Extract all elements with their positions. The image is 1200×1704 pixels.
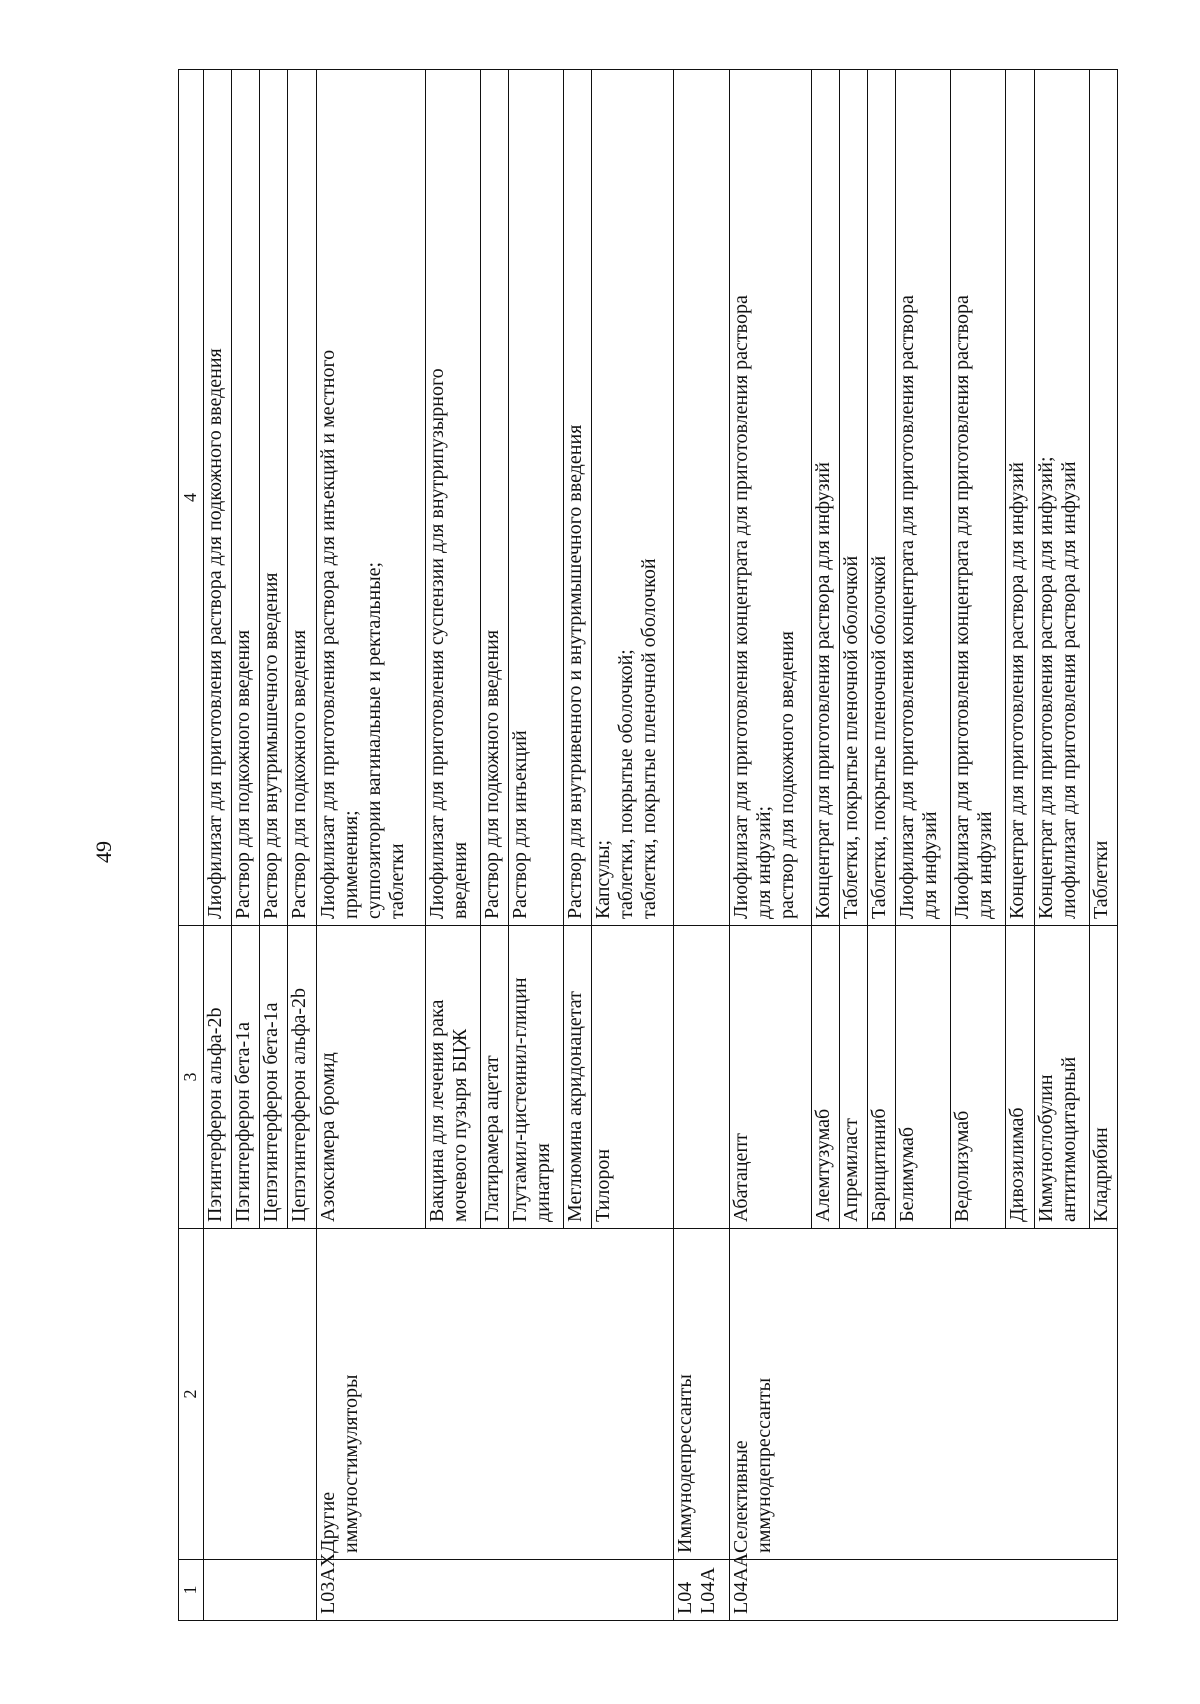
column-header: 1 (179, 1560, 204, 1621)
dosage-form-cell (425, 70, 480, 926)
dosage-form-cell (839, 70, 867, 926)
dosage-form-cell (232, 70, 260, 926)
dosage-form-cell (592, 70, 674, 926)
dosage-form-cell-line: Раствор для внутримышечного введения (260, 572, 283, 919)
dosage-form-cell-line: Раствор для подкожного введения (232, 629, 255, 919)
drug-name-cell-line: Тилорон (592, 1148, 615, 1222)
dosage-form-cell (674, 70, 729, 926)
dosage-form-cell (896, 70, 951, 926)
dosage-form-cell (316, 70, 425, 926)
dosage-form-cell (1089, 70, 1117, 926)
drug-name-cell (674, 926, 729, 1229)
group-name-cell-line: Селективные (729, 1440, 752, 1553)
group-name-cell (729, 1229, 1117, 1560)
dosage-form-cell (204, 70, 232, 926)
dosage-form-cell-line: Таблетки, покрытые пленочной оболочкой (839, 555, 862, 919)
dosage-form-cell-line: раствор для подкожного введения (775, 631, 798, 919)
dosage-form-cell-line: Лиофилизат для приготовления концентрата для приготовления раствора (951, 295, 974, 919)
drug-name-cell (564, 926, 592, 1229)
dosage-form-cell (1006, 70, 1034, 926)
dosage-form-cell-line: Таблетки, покрытые пленочной оболочкой (868, 555, 891, 919)
drug-name-cell (896, 926, 951, 1229)
dosage-form-cell-line: для инфузий (919, 811, 942, 919)
drug-name-cell (316, 926, 425, 1229)
table-row (316, 70, 425, 1621)
atc-code-cell-line: L04A (697, 1567, 720, 1614)
drug-name-cell (811, 926, 839, 1229)
dosage-form-cell (868, 70, 896, 926)
dosage-form-cell-line: Концентрат для приготовления раствора для инфузий (811, 462, 834, 919)
drug-name-cell (592, 926, 674, 1229)
dosage-form-cell-line: для инфузий; (752, 805, 775, 919)
drug-name-cell (868, 926, 896, 1229)
dosage-form-cell-line: Раствор для подкожного введения (288, 629, 311, 919)
group-name-cell (316, 1229, 674, 1560)
drug-name-cell (480, 926, 508, 1229)
drug-name-cell-line: Кладрибин (1089, 1127, 1112, 1222)
drug-name-cell (951, 926, 1006, 1229)
drug-name-cell (839, 926, 867, 1229)
atc-code-cell-line: L03AX (316, 1552, 339, 1614)
dosage-form-cell-line: для инфузий (974, 811, 997, 919)
dosage-form-cell-line: Таблетки (1089, 840, 1112, 919)
dosage-form-cell-line: Лиофилизат для приготовления концентрата для приготовления раствора (896, 295, 919, 919)
drug-name-cell-line: Цепэгинтерферон бета-1a (260, 1002, 283, 1222)
rotated-table-container (178, 69, 1118, 1621)
drug-name-cell-line: Апремиласт (839, 1118, 862, 1222)
table-row (729, 70, 811, 1621)
atc-code-cell (204, 1560, 317, 1621)
drug-registry-table (178, 69, 1118, 1621)
drug-name-cell-line: Азоксимера бромид (316, 1052, 339, 1222)
dosage-form-cell-line: применения; (339, 810, 362, 919)
atc-code-cell (316, 1552, 674, 1621)
atc-code-cell (674, 1560, 729, 1621)
column-header: 4 (179, 70, 204, 926)
drug-name-cell-line: Глутамил-цистеинил-глицин (509, 977, 532, 1222)
drug-name-cell-line: мочевого пузыря БЦЖ (448, 1028, 471, 1222)
group-name-cell (674, 1229, 729, 1560)
dosage-form-cell (811, 70, 839, 926)
drug-name-cell-line: Белимумаб (896, 1126, 919, 1222)
table-header-row (179, 70, 204, 1621)
dosage-form-cell-line: таблетки, покрытые оболочкой; (615, 649, 638, 919)
group-name-cell (204, 1229, 317, 1560)
dosage-form-cell-line: таблетки (385, 843, 408, 919)
drug-name-cell (1034, 926, 1089, 1229)
group-name-cell-line: Другие (316, 1491, 339, 1553)
table-row (204, 70, 232, 1621)
dosage-form-cell-line: Капсулы; (592, 839, 615, 919)
drug-name-cell (232, 926, 260, 1229)
drug-name-cell-line: Дивозилимаб (1006, 1107, 1029, 1222)
group-name-cell-line: Иммунодепрессанты (674, 1374, 697, 1553)
drug-name-cell-line: Ведолизумаб (951, 1110, 974, 1222)
drug-name-cell (260, 926, 288, 1229)
dosage-form-cell (729, 70, 811, 926)
drug-name-cell (204, 926, 232, 1229)
dosage-form-cell (509, 70, 564, 926)
drug-name-cell-line: Вакцина для лечения рака (425, 999, 448, 1222)
page-number: 49 (91, 841, 116, 863)
drug-name-cell (729, 926, 811, 1229)
drug-name-cell-line: Пэгинтерферон альфа-2b (204, 1007, 226, 1222)
drug-name-cell-line: Пэгинтерферон бета-1а (232, 1022, 255, 1222)
drug-name-cell-line: антитимоцитарный (1057, 1056, 1080, 1222)
dosage-form-cell (288, 70, 316, 926)
dosage-form-cell-line: Раствор для инъекций (509, 730, 532, 919)
drug-name-cell-line: Меглюмина акридонацетат (564, 991, 587, 1222)
dosage-form-cell-line: введения (448, 841, 471, 919)
dosage-form-cell-line: таблетки, покрытые пленочной оболочкой (638, 558, 661, 919)
column-header: 3 (179, 926, 204, 1229)
dosage-form-cell-line: Раствор для внутривенного и внутримышечного введения (564, 424, 587, 919)
dosage-form-cell-line: лиофилизат для приготовления раствора для инфузий (1057, 461, 1080, 919)
drug-name-cell (1089, 926, 1117, 1229)
atc-code-cell (729, 1552, 1117, 1621)
drug-name-cell-line: Цепэгинтерферон альфа-2b (288, 987, 311, 1222)
table-row (674, 70, 729, 1621)
drug-name-cell-line: динатрия (532, 1143, 555, 1222)
dosage-form-cell-line: Лиофилизат для приготовления концентрата для приготовления раствора (729, 295, 752, 919)
group-name-cell-line: иммуностимуляторы (339, 1374, 362, 1553)
dosage-form-cell-line: Лиофилизат для приготовления раствора для подкожного введения (204, 348, 226, 919)
drug-name-cell (509, 926, 564, 1229)
drug-name-cell-line: Барицитиниб (868, 1108, 891, 1222)
drug-name-cell-line: Абатацепт (729, 1133, 752, 1222)
drug-name-cell-line: Алемтузумаб (811, 1108, 834, 1222)
dosage-form-cell-line: Концентрат для приготовления раствора для инфузий (1006, 462, 1029, 919)
table-body (204, 70, 1118, 1621)
drug-name-cell (425, 926, 480, 1229)
drug-name-cell-line: Глатирамера ацетат (480, 1055, 503, 1222)
drug-name-cell-line: Иммуноглобулин (1034, 1074, 1057, 1222)
dosage-form-cell-line: суппозитории вагинальные и ректальные; (362, 561, 385, 919)
dosage-form-cell (564, 70, 592, 926)
dosage-form-cell (260, 70, 288, 926)
group-name-cell-line: иммунодепрессанты (752, 1377, 775, 1553)
atc-code-cell-line: L04AA (729, 1552, 752, 1614)
atc-code-cell-line: L04 (674, 1581, 697, 1614)
drug-name-cell (288, 926, 316, 1229)
dosage-form-cell (951, 70, 1006, 926)
drug-name-cell (1006, 926, 1034, 1229)
dosage-form-cell-line: Лиофилизат для приготовления суспензии для внутрипузырного (425, 368, 448, 919)
dosage-form-cell (1034, 70, 1089, 926)
column-header: 2 (179, 1229, 204, 1560)
dosage-form-cell-line: Раствор для подкожного введения (480, 629, 503, 919)
dosage-form-cell-line: Концентрат для приготовления раствора для инфузий; (1034, 456, 1057, 919)
dosage-form-cell-line: Лиофилизат для приготовления раствора для инъекций и местного (316, 349, 339, 919)
dosage-form-cell (480, 70, 508, 926)
